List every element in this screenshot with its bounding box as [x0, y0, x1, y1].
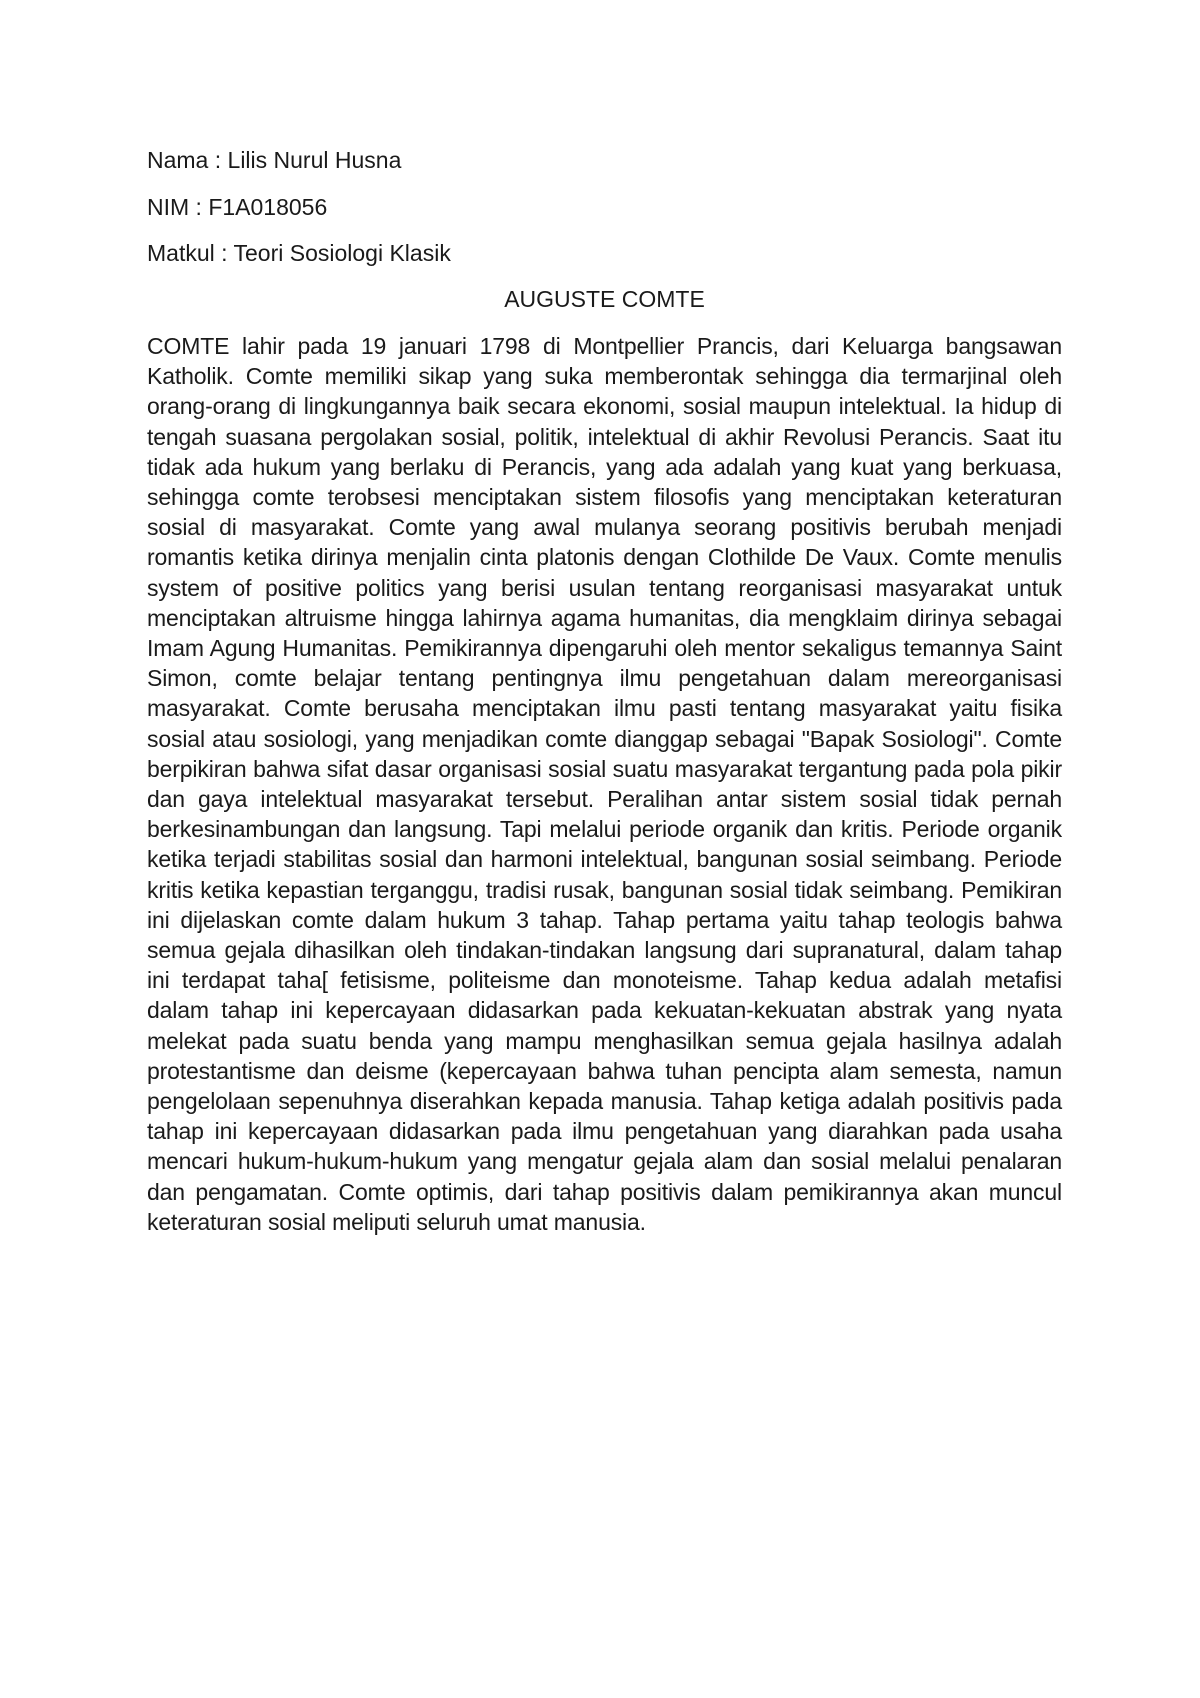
- document-title: AUGUSTE COMTE: [504, 286, 705, 312]
- body-paragraph: COMTE lahir pada 19 januari 1798 di Montpellier Prancis, dari Keluarga bangsawan Katholik. Comte memiliki sikap yang suka memberontak sehingga dia termarjinal oleh orang-orang di lingkungannya baik secara ekonomi, sosial maupun intelektual. Ia hidup di tengah suasana pergolakan sosial, politik, intelektual di akhir Revolusi Perancis. Saat itu tidak ada hukum yang berlaku di Perancis, yang ada adalah yang kuat yang berkuasa, sehingga comte terobsesi menciptakan sistem filosofis yang menciptakan keteraturan sosial di masyarakat. Comte yang awal mulanya seorang positivis berubah menjadi romantis ketika dirinya menjalin cinta platonis dengan Clothilde De Vaux. Comte menulis system of positive politics yang berisi usulan tentang reorganisasi masyarakat untuk menciptakan altruisme hingga lahirnya agama humanitas, dia mengklaim dirinya sebagai Imam Agung Humanitas. Pemikirannya dipengaruhi oleh mentor sekaligus temannya Saint Simon, comte belajar tentang pentingnya ilmu pengetahuan dalam mereorganisasi masyarakat. Comte berusaha menciptakan ilmu pasti tentang masyarakat yaitu fisika sosial atau sosiologi, yang menjadikan comte dianggap sebagai "Bapak Sosiologi". Comte berpikiran bahwa sifat dasar organisasi sosial suatu masyarakat tergantung pada pola pikir dan gaya intelektual masyarakat tersebut. Peralihan antar sistem sosial tidak pernah berkesinambungan dan langsung. Tapi melalui periode organik dan kritis. Periode organik ketika terjadi stabilitas sosial dan harmoni intelektual, bangunan sosial seimbang. Periode kritis ketika kepastian terganggu, tradisi rusak, bangunan sosial tidak seimbang. Pemikiran ini dijelaskan comte dalam hukum 3 tahap. Tahap pertama yaitu tahap teologis bahwa semua gejala dihasilkan oleh tindakan-tindakan langsung dari supranatural, dalam tahap ini terdapat taha[ fetisisme, politeisme dan monoteisme. Tahap kedua adalah metafisi dalam tahap ini kepercayaan didasarkan pada kekuatan-kekuatan abstrak yang nyata melekat pada suatu benda yang mampu menghasilkan semua gejala hasilnya adalah protestantisme dan deisme (kepercayaan bahwa tuhan pencipta alam semesta, namun pengelolaan sepenuhnya diserahkan kepada manusia. Tahap ketiga adalah positivis pada tahap ini kepercayaan didasarkan pada ilmu pengetahuan yang diarahkan pada usaha mencari hukum-hukum-hukum yang mengatur gejala alam dan sosial melalui penalaran dan pengamatan. Comte optimis, dari tahap positivis dalam pemikirannya akan muncul keteraturan sosial meliputi seluruh umat manusia.: [147, 333, 1062, 1235]
- course-name: Matkul : Teori Sosiologi Klasik: [147, 240, 451, 266]
- student-nim: NIM : F1A018056: [147, 194, 328, 220]
- student-name: Nama : Lilis Nurul Husna: [147, 147, 402, 173]
